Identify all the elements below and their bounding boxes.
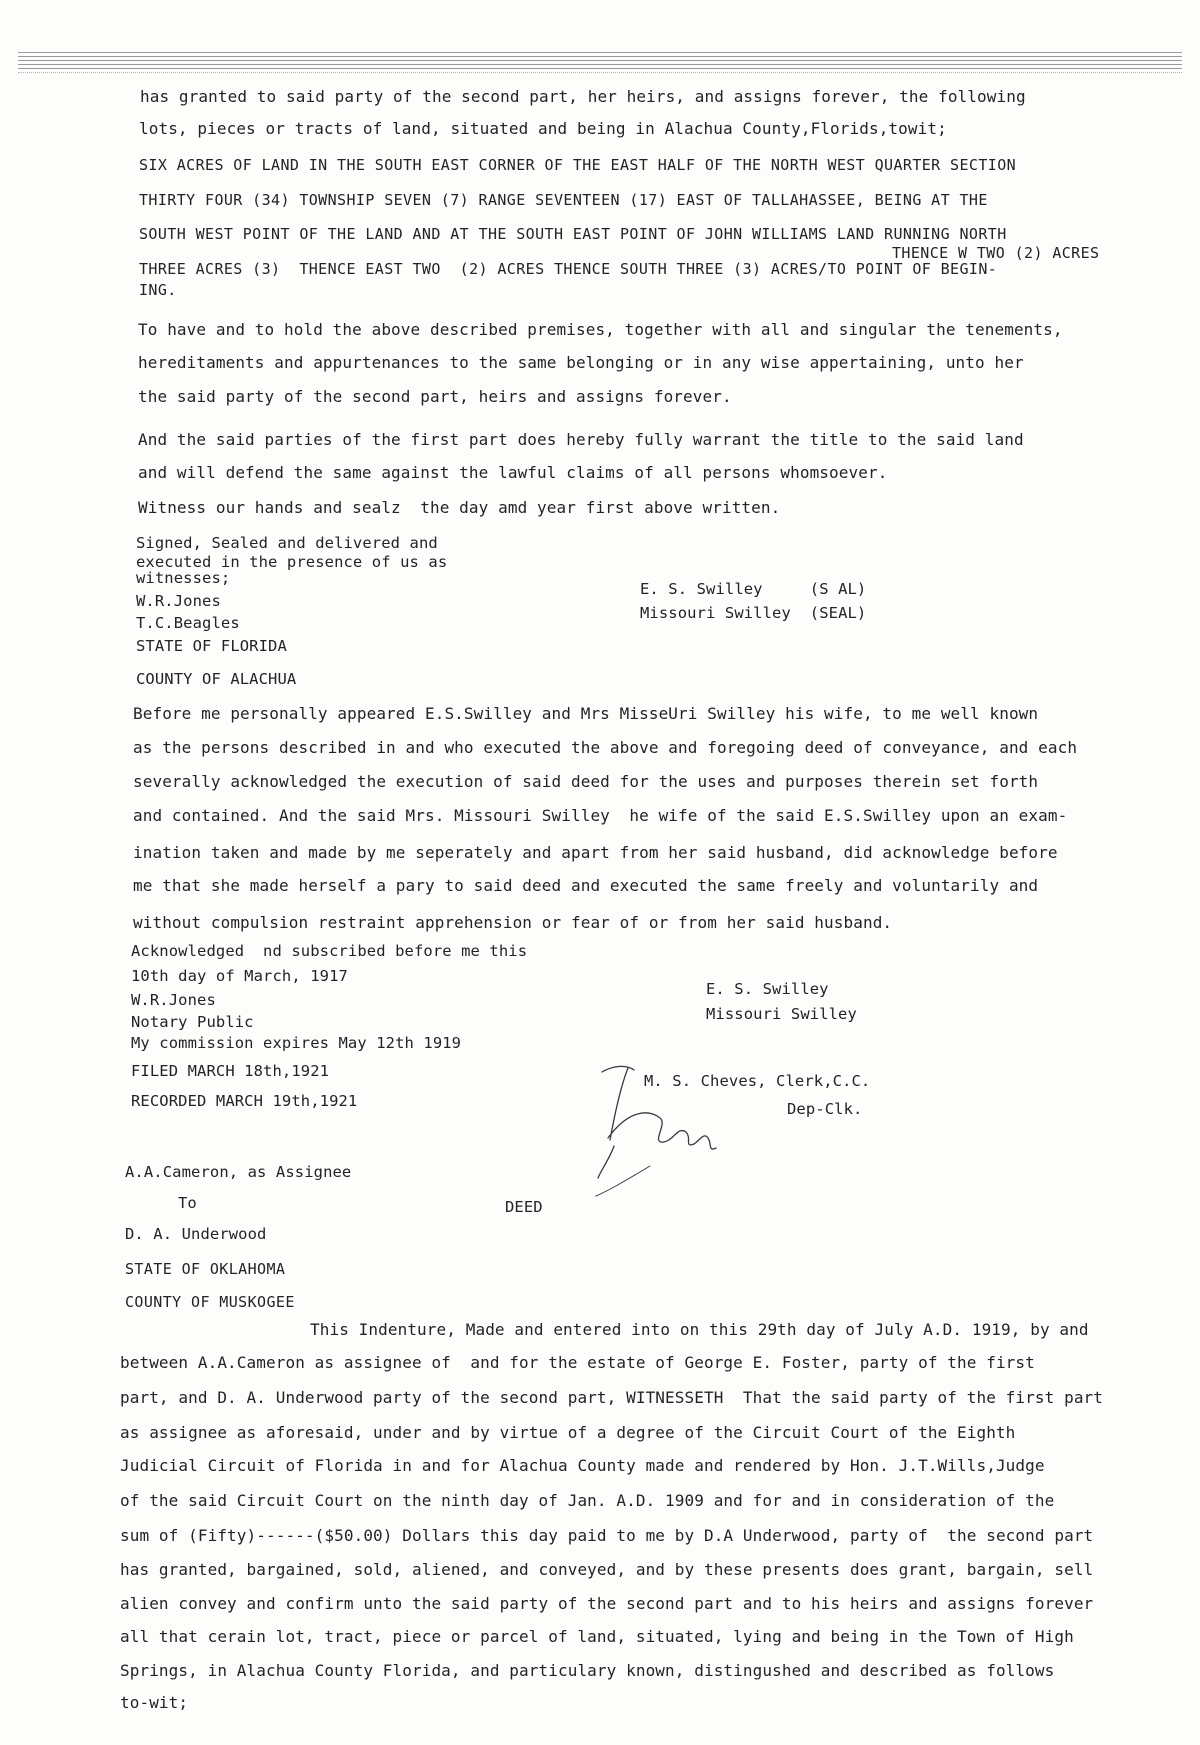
witness-name: W.R.Jones — [136, 592, 221, 610]
notary-line: Acknowledged nd subscribed before me this — [131, 942, 528, 960]
deed2-body-line: sum of (Fifty)------($50.00) Dollars this day paid to me by D.A Underwood, party of the second part — [120, 1526, 1094, 1545]
deed1-witness-clause: Witness our hands and sealz the day amd year first above written. — [138, 498, 781, 517]
acknowledgment-line: Before me personally appeared E.S.Swilley and Mrs MisseUri Swilley his wife, to me well known — [133, 704, 1039, 723]
acknowledgment-line: severally acknowledged the execution of said deed for the uses and purposes therein set forth — [133, 772, 1039, 791]
grantor-signature: E. S. Swilley (S AL) — [640, 580, 867, 598]
ack-signature: E. S. Swilley — [706, 980, 829, 998]
deed1-legal-description: THIRTY FOUR (34) TOWNSHIP SEVEN (7) RANGE SEVENTEEN (17) EAST OF TALLAHASSEE, BEING AT THE — [139, 191, 988, 209]
deed2-body-line: alien convey and confirm unto the said party of the second part and to his heirs and assigns forever — [120, 1594, 1094, 1613]
header-rule — [18, 68, 1182, 69]
handwritten-signature — [590, 1048, 750, 1198]
deed1-habendum: the said party of the second part, heirs and assigns forever. — [138, 387, 732, 406]
deed1-legal-description: THREE ACRES (3) THENCE EAST TWO (2) ACRES THENCE SOUTH THREE (3) ACRES/TO POINT OF BEGIN- — [139, 260, 998, 278]
notary-commission: My commission expires May 12th 1919 — [131, 1034, 462, 1052]
filed-date: FILED MARCH 18th,1921 — [131, 1062, 330, 1080]
deed1-line: has granted to said party of the second part, her heirs, and assigns forever, the following — [140, 87, 1026, 106]
deed2-body-line: between A.A.Cameron as assignee of and for the estate of George E. Foster, party of the first — [120, 1353, 1035, 1372]
deed2-body-line: all that cerain lot, tract, piece or parcel of land, situated, lying and being in the Town of High — [120, 1627, 1074, 1646]
notary-name: W.R.Jones — [131, 991, 216, 1009]
deed1-habendum: hereditaments and appurtenances to the same belonging or in any wise appertaining, unto her — [138, 353, 1024, 372]
deed2-body-line: part, and D. A. Underwood party of the second part, WITNESSETH That the said party of the first part — [120, 1388, 1104, 1407]
witness-name: T.C.Beagles — [136, 614, 240, 632]
witness-line: witnesses; — [136, 569, 231, 587]
deed2-body-line: This Indenture, Made and entered into on this 29th day of July A.D. 1919, by and — [310, 1320, 1089, 1339]
deed2-body-line: has granted, bargained, sold, aliened, and conveyed, and by these presents does grant, bargain, sell — [120, 1560, 1094, 1579]
header-rule — [18, 72, 1182, 73]
deed2-grantor: A.A.Cameron, as Assignee — [125, 1163, 352, 1181]
acknowledgment-line: me that she made herself a pary to said deed and executed the same freely and voluntarily and — [133, 876, 1039, 895]
deputy-clerk-label: Dep-Clk. — [787, 1100, 863, 1118]
deed2-venue-county: COUNTY OF MUSKOGEE — [125, 1293, 295, 1311]
deed1-habendum: To have and to hold the above described premises, together with all and singular the tenements, — [138, 320, 1063, 339]
deed1-legal-description: SIX ACRES OF LAND IN THE SOUTH EAST CORNER OF THE EAST HALF OF THE NORTH WEST QUARTER SECTION — [139, 156, 1017, 174]
ack-signature: Missouri Swilley — [706, 1005, 857, 1023]
deed1-warranty: And the said parties of the first part does hereby fully warrant the title to the said land — [138, 430, 1024, 449]
acknowledgment-line: ination taken and made by me seperately and apart from her said husband, did acknowledge before — [133, 843, 1058, 862]
deed1-legal-description: ING. — [139, 281, 177, 299]
deed2-body-line: Springs, in Alachua County Florida, and particulary known, distingushed and described as follows — [120, 1661, 1055, 1680]
acknowledgment-line: and contained. And the said Mrs. Missouri Swilley he wife of the said E.S.Swilley upon an exam- — [133, 806, 1068, 825]
deed2-body-line: as assignee as aforesaid, under and by virtue of a degree of the Circuit Court of the Eighth — [120, 1423, 1016, 1442]
deed1-legal-description: SOUTH WEST POINT OF THE LAND AND AT THE SOUTH EAST POINT OF JOHN WILLIAMS LAND RUNNING NORTH — [139, 225, 1007, 243]
deed2-label: DEED — [505, 1198, 543, 1216]
notary-title: Notary Public — [131, 1013, 254, 1031]
deed1-warranty: and will defend the same against the lawful claims of all persons whomsoever. — [138, 463, 888, 482]
deed2-body-line: of the said Circuit Court on the ninth day of Jan. A.D. 1909 and for and in consideration of the — [120, 1491, 1055, 1510]
witness-line: Signed, Sealed and delivered and — [136, 534, 438, 552]
grantor-signature: Missouri Swilley (SEAL) — [640, 604, 867, 622]
header-rule — [18, 56, 1182, 57]
header-rule — [18, 60, 1182, 61]
deed2-grantee: D. A. Underwood — [125, 1225, 267, 1243]
header-rule — [18, 52, 1182, 53]
notary-date: 10th day of March, 1917 — [131, 967, 348, 985]
venue-county: COUNTY OF ALACHUA — [136, 670, 297, 688]
deed2-body-line: to-wit; — [120, 1693, 189, 1712]
recorded-date: RECORDED MARCH 19th,1921 — [131, 1092, 358, 1110]
deed2-body-line: Judicial Circuit of Florida in and for Alachua County made and rendered by Hon. J.T.Wills,Judge — [120, 1456, 1045, 1475]
deed2-venue-state: STATE OF OKLAHOMA — [125, 1260, 286, 1278]
deed1-insertion: THENCE W TWO (2) ACRES — [892, 244, 1100, 262]
venue-state: STATE OF FLORIDA — [136, 637, 287, 655]
acknowledgment-line: as the persons described in and who executed the above and foregoing deed of conveyance, and each — [133, 738, 1078, 757]
witness-line: executed in the presence of us as — [136, 553, 448, 571]
deed2-to: To — [178, 1194, 197, 1212]
deed1-line: lots, pieces or tracts of land, situated and being in Alachua County,Florids,towit; — [139, 119, 947, 138]
clerk-name: M. S. Cheves, Clerk,C.C. — [644, 1072, 871, 1090]
acknowledgment-line: without compulsion restraint apprehension or fear of or from her said husband. — [133, 913, 893, 932]
header-rule — [18, 64, 1182, 65]
